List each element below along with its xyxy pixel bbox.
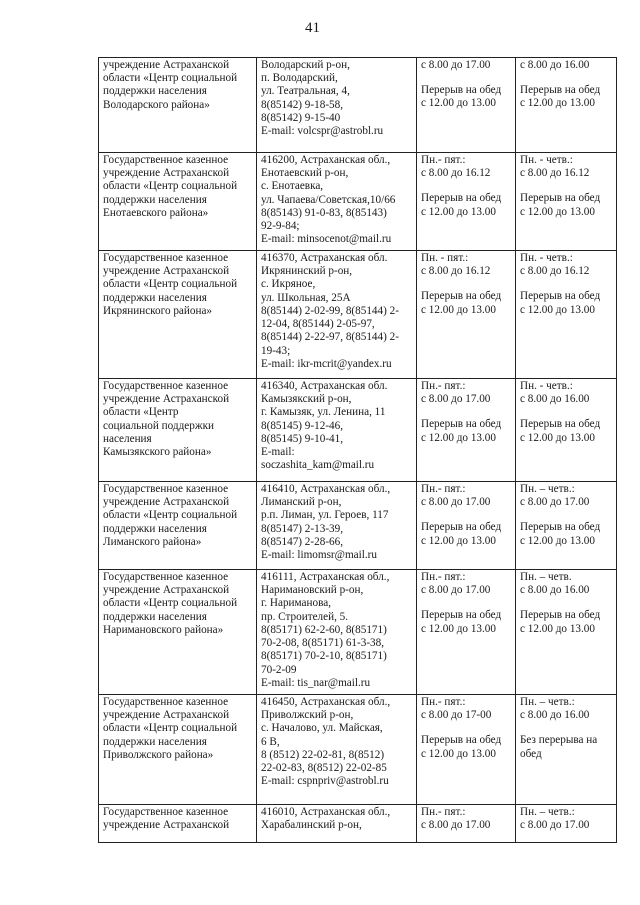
institution-name-cell xyxy=(99,482,257,570)
address-line: E-mail: limomsr@mail.ru xyxy=(261,549,377,562)
working-hours-line: Пн.- пят.: xyxy=(421,380,466,392)
address-line: 8(85145) 9-12-46, xyxy=(261,419,344,432)
institution-name-line: Икрянинского района» xyxy=(103,304,213,317)
lunch-break-line: Перерыв на обед xyxy=(520,609,601,622)
address-line: 416010, Астраханская обл., xyxy=(261,806,391,818)
lunch-break-line: с 12.00 до 13.00 xyxy=(421,431,496,444)
institution-name-line: Государственное казенное xyxy=(103,380,229,392)
address-line: 8(85142) 9-18-58, xyxy=(261,98,344,111)
institution-name-line: Приволжского района» xyxy=(103,748,214,761)
address-cell xyxy=(257,695,417,805)
institutions-table-body xyxy=(99,58,617,843)
address-line: 22-02-83, 8(8512) 22-02-85 xyxy=(261,762,387,775)
institution-name-line: поддержки населения xyxy=(103,735,207,748)
address-line: с. Началово, ул. Майская, xyxy=(261,722,383,735)
institution-name-line: Наримановского района» xyxy=(103,623,224,636)
schedule-weekdays-cell xyxy=(417,251,516,379)
institution-name-line: области «Центр социальной xyxy=(103,180,238,193)
address-line: 19-43; xyxy=(261,344,291,357)
address-line: Енотаевский р-он, xyxy=(261,167,349,180)
address-line: E-mail: tis_nar@mail.ru xyxy=(261,676,371,689)
address-cell xyxy=(257,570,417,695)
working-hours-line: с 8.00 до 17.00 xyxy=(421,59,491,71)
spacer xyxy=(421,509,512,521)
lunch-break-line: Перерыв на обед xyxy=(520,192,601,205)
address-line: с. Енотаевка, xyxy=(261,180,324,193)
working-hours-line: с 8.00 до 16.00 xyxy=(520,393,590,406)
address-line: ул. Чапаева/Советская,10/66 xyxy=(261,193,396,206)
institution-name-line: Енотаевского района» xyxy=(103,206,209,219)
lunch-break-line: с 12.00 до 13.00 xyxy=(421,303,496,316)
working-hours-line: Пн. – четв. xyxy=(520,571,572,583)
address-line: 8(85147) 2-13-39, xyxy=(261,522,344,535)
working-hours-line: Пн.- пят.: xyxy=(421,154,466,166)
working-hours-line: с 8.00 до 16.12 xyxy=(421,265,491,278)
working-hours-line: Пн. – четв.: xyxy=(520,806,575,818)
lunch-break-line: с 12.00 до 13.00 xyxy=(421,747,496,760)
lunch-break-line: с 12.00 до 13.00 xyxy=(520,303,595,316)
lunch-break-line: с 12.00 до 13.00 xyxy=(520,431,595,444)
lunch-break-line: Перерыв на обед xyxy=(421,609,502,622)
schedule-alt-cell xyxy=(516,695,617,805)
lunch-break-line: Перерыв на обед xyxy=(520,290,601,303)
lunch-break-line: с 12.00 до 13.00 xyxy=(520,205,595,218)
institution-name-line: Лиманского района» xyxy=(103,535,202,548)
lunch-break-line: Перерыв на обед xyxy=(421,418,502,431)
schedule-weekdays-cell xyxy=(417,805,516,843)
institution-name-line: поддержки населения xyxy=(103,291,207,304)
institution-name-line: области «Центр социальной xyxy=(103,278,238,291)
address-line: 8 (8512) 22-02-81, 8(8512) xyxy=(261,748,385,761)
working-hours-line: Пн.- пят.: xyxy=(421,571,466,583)
institutions-table xyxy=(98,57,617,843)
working-hours-line: с 8.00 до 17-00 xyxy=(421,709,492,722)
table-row xyxy=(99,379,617,482)
working-hours-line: с 8.00 до 16.12 xyxy=(520,167,590,180)
address-line: 416340, Астраханская обл. xyxy=(261,380,388,392)
lunch-break-line: с 12.00 до 13.00 xyxy=(421,205,496,218)
address-cell xyxy=(257,805,417,843)
lunch-break-line: с 12.00 до 13.00 xyxy=(421,622,496,635)
working-hours-line: Пн. – четв.: xyxy=(520,483,575,495)
table-row xyxy=(99,58,617,153)
spacer xyxy=(421,406,512,418)
address-line: с. Икряное, xyxy=(261,278,316,291)
lunch-break-line: Перерыв на обед xyxy=(520,84,601,97)
spacer xyxy=(520,509,613,521)
address-line: г. Камызяк, ул. Ленина, 11 xyxy=(261,406,386,419)
institution-name-line: поддержки населения xyxy=(103,193,207,206)
address-line: 416450, Астраханская обл., xyxy=(261,696,391,708)
spacer xyxy=(421,722,512,734)
institution-name-line: области «Центр социальной xyxy=(103,509,238,522)
institution-name-line: Государственное казенное xyxy=(103,571,229,583)
institution-name-line: Государственное казенное xyxy=(103,483,229,495)
spacer xyxy=(421,278,512,290)
working-hours-line: с 8.00 до 17.00 xyxy=(421,496,491,509)
schedule-weekdays-cell xyxy=(417,570,516,695)
lunch-break-line: Перерыв на обед xyxy=(421,734,502,747)
working-hours-line: Пн. - четв.: xyxy=(520,154,573,166)
schedule-alt-cell xyxy=(516,153,617,251)
institution-name-line: учреждение Астраханской xyxy=(103,265,230,278)
schedule-weekdays-cell xyxy=(417,482,516,570)
address-line: 92-9-84; xyxy=(261,220,300,233)
spacer xyxy=(520,180,613,192)
spacer xyxy=(520,406,613,418)
address-cell xyxy=(257,153,417,251)
address-line: 70-2-09 xyxy=(261,663,297,676)
institution-name-line: поддержки населения xyxy=(103,610,207,623)
address-line: 12-04, 8(85144) 2-05-97, xyxy=(261,318,375,331)
address-line: 416200, Астраханская обл., xyxy=(261,154,391,166)
table-row xyxy=(99,570,617,695)
institution-name-cell xyxy=(99,570,257,695)
lunch-break-line: с 12.00 до 13.00 xyxy=(421,97,496,110)
institution-name-line: населения xyxy=(103,432,152,445)
working-hours-line: с 8.00 до 17.00 xyxy=(421,393,491,406)
working-hours-line: Пн. - четв.: xyxy=(520,252,573,264)
address-line: Лиманский р-он, xyxy=(261,496,342,509)
address-line: E-mail: minsocenot@mail.ru xyxy=(261,233,392,246)
lunch-break-line: Перерыв на обед xyxy=(520,418,601,431)
table-row xyxy=(99,251,617,379)
address-line: E-mail: xyxy=(261,446,295,459)
institution-name-line: учреждение Астраханской xyxy=(103,167,230,180)
working-hours-line: Пн.- пят.: xyxy=(421,806,466,818)
table-row xyxy=(99,482,617,570)
address-cell xyxy=(257,251,417,379)
address-line: E-mail: ikr-mcrit@yandex.ru xyxy=(261,357,392,370)
address-line: пр. Строителей, 5. xyxy=(261,610,349,623)
address-line: р.п. Лиман, ул. Героев, 117 xyxy=(261,509,389,522)
working-hours-line: Пн.- пят.: xyxy=(421,696,466,708)
spacer xyxy=(520,722,613,734)
working-hours-line: с 8.00 до 17.00 xyxy=(421,819,491,832)
address-line: soczashita_kam@mail.ru xyxy=(261,459,375,472)
institution-name-line: учреждение Астраханской xyxy=(103,59,230,71)
institution-name-line: Государственное казенное xyxy=(103,252,229,264)
working-hours-line: с 8.00 до 17.00 xyxy=(520,819,590,832)
institution-name-line: поддержки населения xyxy=(103,522,207,535)
address-line: Наримановский р-он, xyxy=(261,584,364,597)
address-line: Икрянинский р-он, xyxy=(261,265,353,278)
address-line: 8(85144) 2-22-97, 8(85144) 2- xyxy=(261,331,399,344)
working-hours-line: Пн. - четв.: xyxy=(520,380,573,392)
address-line: 416410, Астраханская обл., xyxy=(261,483,391,495)
lunch-break-line: с 12.00 до 13.00 xyxy=(520,97,595,110)
institution-name-line: области «Центр социальной xyxy=(103,597,238,610)
lunch-break-line: Перерыв на обед xyxy=(421,84,502,97)
address-line: 8(85147) 2-28-66, xyxy=(261,535,344,548)
lunch-break-line: с 12.00 до 13.00 xyxy=(520,534,595,547)
institution-name-line: учреждение Астраханской xyxy=(103,393,230,406)
institution-name-line: учреждение Астраханской xyxy=(103,819,230,832)
address-line: ул. Школьная, 25А xyxy=(261,291,351,304)
schedule-weekdays-cell xyxy=(417,695,516,805)
address-line: 416111, Астраханская обл., xyxy=(261,571,390,583)
address-line: Харабалинский р-он, xyxy=(261,819,362,832)
lunch-break-line: обед xyxy=(520,747,542,760)
institution-name-cell xyxy=(99,153,257,251)
address-line: г. Нариманова, xyxy=(261,597,331,610)
spacer xyxy=(421,597,512,609)
address-line: Приволжский р-он, xyxy=(261,709,354,722)
institution-name-line: Володарского района» xyxy=(103,98,210,111)
address-line: 8(85142) 9-15-40 xyxy=(261,111,341,124)
working-hours-line: с 8.00 до 16.12 xyxy=(421,167,491,180)
schedule-alt-cell xyxy=(516,251,617,379)
institution-name-line: области «Центр социальной xyxy=(103,722,238,735)
address-line: E-mail: volcspr@astrobl.ru xyxy=(261,125,384,138)
institution-name-line: учреждение Астраханской xyxy=(103,496,230,509)
lunch-break-line: Перерыв на обед xyxy=(520,521,601,534)
table-row xyxy=(99,695,617,805)
address-line: 8(85171) 62-2-60, 8(85171) xyxy=(261,623,387,636)
schedule-weekdays-cell xyxy=(417,153,516,251)
table-row xyxy=(99,153,617,251)
institution-name-cell xyxy=(99,695,257,805)
lunch-break-line: Без перерыва на xyxy=(520,734,598,747)
table-row xyxy=(99,805,617,843)
address-line: E-mail: cspnpriv@astrobl.ru xyxy=(261,775,389,788)
institution-name-line: области «Центр xyxy=(103,406,179,419)
address-line: 70-2-08, 8(85171) 61-3-38, xyxy=(261,637,385,650)
address-cell xyxy=(257,482,417,570)
address-line: 8(85143) 91-0-83, 8(85143) xyxy=(261,206,387,219)
address-line: ул. Театральная, 4, xyxy=(261,85,350,98)
working-hours-line: Пн. - пят.: xyxy=(421,252,469,264)
schedule-weekdays-cell xyxy=(417,379,516,482)
spacer xyxy=(520,72,613,84)
lunch-break-line: Перерыв на обед xyxy=(421,521,502,534)
schedule-alt-cell xyxy=(516,570,617,695)
spacer xyxy=(421,180,512,192)
lunch-break-line: Перерыв на обед xyxy=(421,192,502,205)
working-hours-line: с 8.00 до 16.00 xyxy=(520,59,590,71)
address-line: 416370, Астраханская обл. xyxy=(261,252,388,264)
schedule-alt-cell xyxy=(516,805,617,843)
address-line: п. Володарский, xyxy=(261,72,338,85)
institution-name-line: социальной поддержки xyxy=(103,419,215,432)
institution-name-cell xyxy=(99,379,257,482)
working-hours-line: с 8.00 до 16.12 xyxy=(520,265,590,278)
working-hours-line: Пн. – четв.: xyxy=(520,696,575,708)
institution-name-line: учреждение Астраханской xyxy=(103,584,230,597)
address-line: 8(85144) 2-02-99, 8(85144) 2- xyxy=(261,304,399,317)
lunch-break-line: Перерыв на обед xyxy=(421,290,502,303)
institution-name-cell xyxy=(99,805,257,843)
institution-name-cell xyxy=(99,58,257,153)
spacer xyxy=(520,597,613,609)
page-number: 41 xyxy=(305,20,320,36)
schedule-alt-cell xyxy=(516,379,617,482)
address-cell xyxy=(257,58,417,153)
address-cell xyxy=(257,379,417,482)
lunch-break-line: с 12.00 до 13.00 xyxy=(421,534,496,547)
schedule-alt-cell xyxy=(516,58,617,153)
institution-name-line: Камызякского района» xyxy=(103,446,212,459)
address-line: 8(85145) 9-10-41, xyxy=(261,432,344,445)
schedule-weekdays-cell xyxy=(417,58,516,153)
institution-name-cell xyxy=(99,251,257,379)
schedule-alt-cell xyxy=(516,482,617,570)
institution-name-line: области «Центр социальной xyxy=(103,72,238,85)
institution-name-line: поддержки населения xyxy=(103,85,207,98)
institution-name-line: учреждение Астраханской xyxy=(103,709,230,722)
institution-name-line: Государственное казенное xyxy=(103,806,229,818)
lunch-break-line: с 12.00 до 13.00 xyxy=(520,622,595,635)
address-line: 6 В, xyxy=(261,735,280,748)
spacer xyxy=(520,278,613,290)
institution-name-line: Государственное казенное xyxy=(103,696,229,708)
working-hours-line: с 8.00 до 16.00 xyxy=(520,709,590,722)
address-line: Камызякский р-он, xyxy=(261,393,352,406)
working-hours-line: с 8.00 до 16.00 xyxy=(520,584,590,597)
working-hours-line: с 8.00 до 17.00 xyxy=(421,584,491,597)
working-hours-line: с 8.00 до 17.00 xyxy=(520,496,590,509)
institution-name-line: Государственное казенное xyxy=(103,154,229,166)
working-hours-line: Пн.- пят.: xyxy=(421,483,466,495)
address-line: 8(85171) 70-2-10, 8(85171) xyxy=(261,650,387,663)
address-line: Володарский р-он, xyxy=(261,59,350,71)
spacer xyxy=(421,72,512,84)
